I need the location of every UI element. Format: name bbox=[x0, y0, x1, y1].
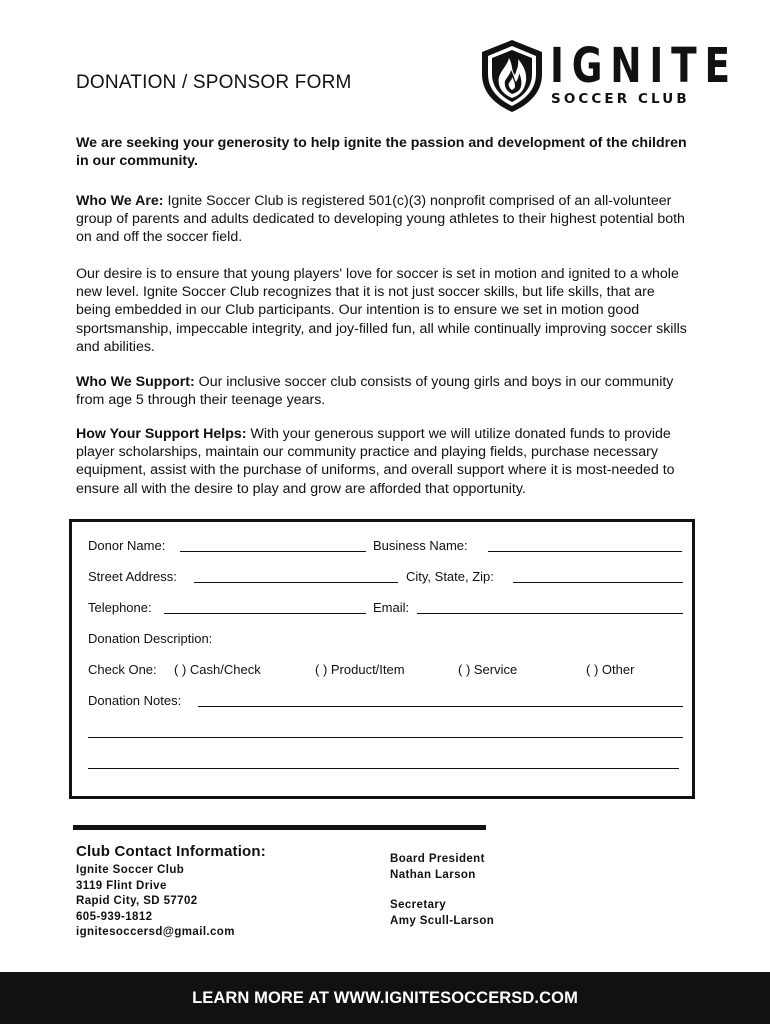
who-we-support-label: Who We Support: bbox=[76, 374, 195, 390]
contact-email[interactable]: ignitesoccersd@gmail.com bbox=[76, 926, 235, 939]
donation-notes-label: Donation Notes: bbox=[88, 693, 182, 708]
email-field[interactable] bbox=[417, 613, 683, 614]
donation-notes-line-2[interactable] bbox=[88, 737, 683, 738]
club-officers bbox=[390, 852, 494, 929]
form-row-contact bbox=[88, 600, 684, 620]
option-cash-check[interactable]: ( ) Cash/Check bbox=[174, 662, 261, 677]
section-divider bbox=[73, 825, 486, 830]
logo-subtitle: SOCCER CLUB bbox=[551, 91, 690, 107]
how-support-helps-text: With your generous support we will utilize donated funds to provide player scholarships, maintain our community practice and playing fields, purchase necessary equipment, assist with the purchase of uniforms, and overall support where it is most-needed to ensure all with the desire to play and grow are afforded that opportunity. bbox=[76, 426, 675, 497]
telephone-label: Telephone: bbox=[88, 600, 152, 615]
check-one-label: Check One: bbox=[88, 662, 157, 677]
option-product-item[interactable]: ( ) Product/Item bbox=[315, 662, 405, 677]
club-logo bbox=[478, 38, 738, 114]
contact-heading: Club Contact Information: bbox=[76, 843, 266, 860]
form-row-check-one bbox=[88, 662, 684, 682]
footer-banner[interactable]: LEARN MORE AT WWW.IGNITESOCCERSD.COM bbox=[0, 972, 770, 1024]
telephone-field[interactable] bbox=[164, 613, 366, 614]
who-we-are-label: Who We Are: bbox=[76, 193, 164, 209]
who-we-support-text: Our inclusive soccer club consists of young girls and boys in our community from age 5 through their teenage years. bbox=[76, 374, 674, 409]
contact-club-name: Ignite Soccer Club bbox=[76, 864, 185, 876]
form-row-notes bbox=[88, 693, 684, 713]
donation-description-label: Donation Description: bbox=[88, 631, 213, 646]
club-contact-info bbox=[76, 843, 266, 941]
who-we-are-paragraph bbox=[76, 192, 692, 247]
intro-paragraph: We are seeking your generosity to help ignite the passion and development of the children in our community. bbox=[76, 135, 687, 170]
city-state-zip-field[interactable] bbox=[513, 582, 683, 583]
contact-phone: 605-939-1812 bbox=[76, 910, 153, 923]
how-support-helps-label: How Your Support Helps: bbox=[76, 426, 247, 442]
business-name-label: Business Name: bbox=[373, 538, 468, 553]
business-name-field[interactable] bbox=[488, 551, 682, 552]
who-we-support-paragraph bbox=[76, 373, 692, 409]
desire-paragraph: Our desire is to ensure that young players' love for soccer is set in motion and ignited to a whole new level. Ignite Soccer Club recognizes that it is not just soccer skills, but life skills, that are being embedded in our Club participants. Our intention is to ensure we set in motion good sportsmanship, impeccable integrity, and joy-filled fun, all while continually improving soccer skills and abilities. bbox=[76, 266, 687, 355]
donor-name-field[interactable] bbox=[180, 551, 366, 552]
president-title: Board President bbox=[390, 853, 485, 865]
form-row-names bbox=[88, 538, 684, 558]
street-address-label: Street Address: bbox=[88, 569, 177, 584]
email-label: Email: bbox=[373, 600, 410, 615]
president-name: Nathan Larson bbox=[390, 868, 476, 881]
contact-street: 3119 Flint Drive bbox=[76, 879, 167, 892]
donor-name-label: Donor Name: bbox=[88, 538, 166, 553]
logo-wordmark: IGNITE bbox=[550, 38, 738, 94]
option-service[interactable]: ( ) Service bbox=[458, 662, 518, 677]
donation-notes-field[interactable] bbox=[198, 706, 683, 707]
how-support-helps-paragraph bbox=[76, 425, 692, 498]
who-we-are-text: Ignite Soccer Club is registered 501(c)(3) nonprofit comprised of an all-volunteer group of parents and adults dedicated to developing young athletes to their highest potential both on and off the soccer field. bbox=[76, 193, 685, 246]
page-title: DONATION / SPONSOR FORM bbox=[76, 72, 352, 93]
city-state-zip-label: City, State, Zip: bbox=[406, 569, 494, 584]
form-row-address bbox=[88, 569, 684, 589]
flame-shield-icon bbox=[478, 38, 546, 114]
street-address-field[interactable] bbox=[194, 582, 398, 583]
secretary-name: Amy Scull-Larson bbox=[390, 914, 495, 927]
donation-notes-line-3[interactable] bbox=[88, 768, 679, 769]
contact-city: Rapid City, SD 57702 bbox=[76, 895, 198, 908]
secretary-title: Secretary bbox=[390, 899, 447, 912]
donation-form bbox=[69, 519, 695, 799]
option-other[interactable]: ( ) Other bbox=[586, 662, 635, 677]
